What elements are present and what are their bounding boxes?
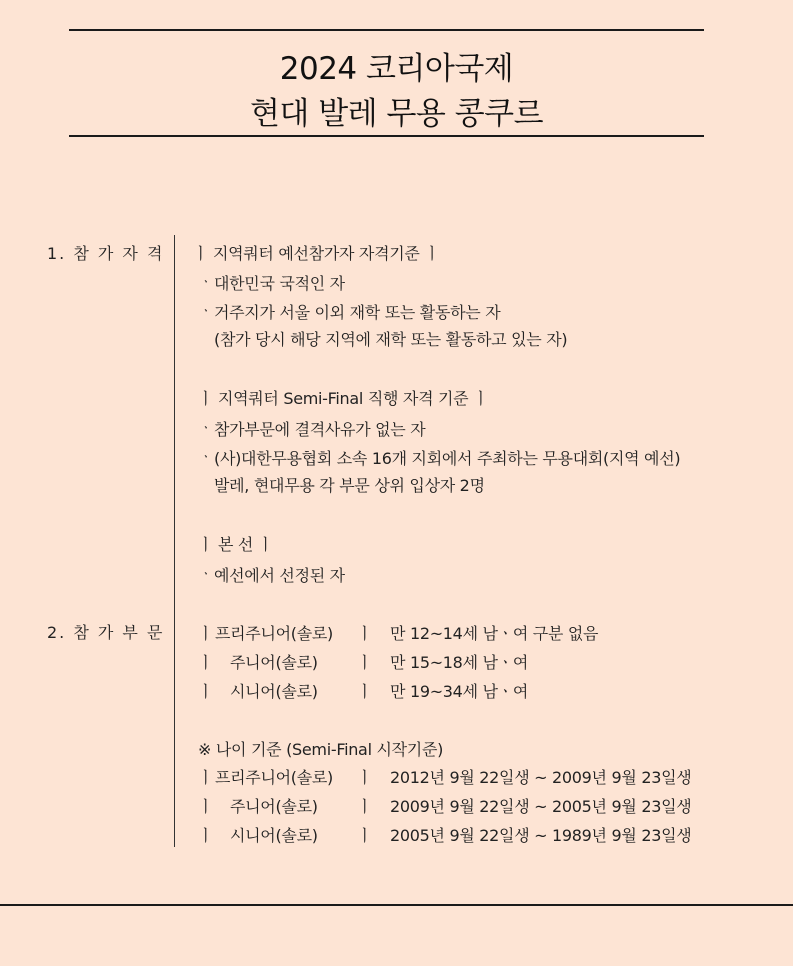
row-bar: ㅣ <box>198 768 214 787</box>
list-item: ㆍ (사)대한무용협회 소속 16개 지회에서 주최하는 무용대회(지역 예선) <box>200 449 681 468</box>
category-name: 시니어(솔로) <box>230 682 318 701</box>
row-bar: ㅣ <box>198 826 214 845</box>
section-label-eligibility: 1. 참 가 자 격 <box>47 244 165 263</box>
main-round-heading: ㅣ 본 선 ㅣ <box>198 535 273 554</box>
age-criteria-note: ※ 나이 기준 (Semi-Final 시작기준) <box>198 740 444 759</box>
page-title-line-1: 2024 코리아국제 <box>279 51 514 87</box>
bullet-icon: ㆍ <box>200 275 212 289</box>
bullet-icon: ㆍ <box>200 450 212 464</box>
bullet-icon: ㆍ <box>200 421 212 435</box>
category-name: 시니어(솔로) <box>230 826 318 845</box>
footer-rule <box>0 904 793 906</box>
row-bar: ㅣ <box>198 797 214 816</box>
row-separator: ㅣ <box>357 653 373 672</box>
row-separator: ㅣ <box>357 797 373 816</box>
title-top-rule <box>69 29 704 31</box>
category-desc: 만 12~14세 남ㆍ여 구분 없음 <box>390 624 599 643</box>
list-item: ㆍ 예선에서 선정된 자 <box>200 566 345 585</box>
vertical-divider <box>174 235 175 847</box>
category-desc: 만 15~18세 남ㆍ여 <box>390 653 528 672</box>
bullet-icon: ㆍ <box>200 304 212 318</box>
birth-range: 2009년 9월 22일생 ~ 2005년 9월 23일생 <box>390 797 692 816</box>
category-desc: 만 19~34세 남ㆍ여 <box>390 682 528 701</box>
category-name: 프리주니어(솔로) <box>215 624 333 643</box>
birth-range: 2005년 9월 22일생 ~ 1989년 9월 23일생 <box>390 826 692 845</box>
quarter-prelim-note: (참가 당시 해당 지역에 재학 또는 활동하고 있는 자) <box>214 330 568 349</box>
list-item: ㆍ 대한민국 국적인 자 <box>200 274 345 293</box>
birth-range: 2012년 9월 22일생 ~ 2009년 9월 23일생 <box>390 768 692 787</box>
row-separator: ㅣ <box>357 768 373 787</box>
category-name: 프리주니어(솔로) <box>215 768 333 787</box>
row-bar: ㅣ <box>198 653 214 672</box>
row-bar: ㅣ <box>198 624 214 643</box>
page-title-line-2: 현대 발레 무용 콩쿠르 <box>249 96 544 132</box>
list-item: ㆍ 거주지가 서울 이외 재학 또는 활동하는 자 <box>200 303 501 322</box>
bullet-icon: ㆍ <box>200 567 212 581</box>
list-item: ㆍ 참가부문에 결격사유가 없는 자 <box>200 420 426 439</box>
row-separator: ㅣ <box>357 682 373 701</box>
quarter-semifinal-note: 발레, 현대무용 각 부문 상위 입상자 2명 <box>214 476 485 495</box>
quarter-semifinal-heading: ㅣ 지역쿼터 Semi-Final 직행 자격 기준 ㅣ <box>198 389 489 408</box>
section-label-categories: 2. 참 가 부 문 <box>47 623 165 642</box>
category-name: 주니어(솔로) <box>230 653 318 672</box>
title-bottom-rule <box>69 135 704 137</box>
row-bar: ㅣ <box>198 682 214 701</box>
row-separator: ㅣ <box>357 624 373 643</box>
category-name: 주니어(솔로) <box>230 797 318 816</box>
quarter-prelim-heading: ㅣ 지역쿼터 예선참가자 자격기준 ㅣ <box>193 244 440 263</box>
row-separator: ㅣ <box>357 826 373 845</box>
